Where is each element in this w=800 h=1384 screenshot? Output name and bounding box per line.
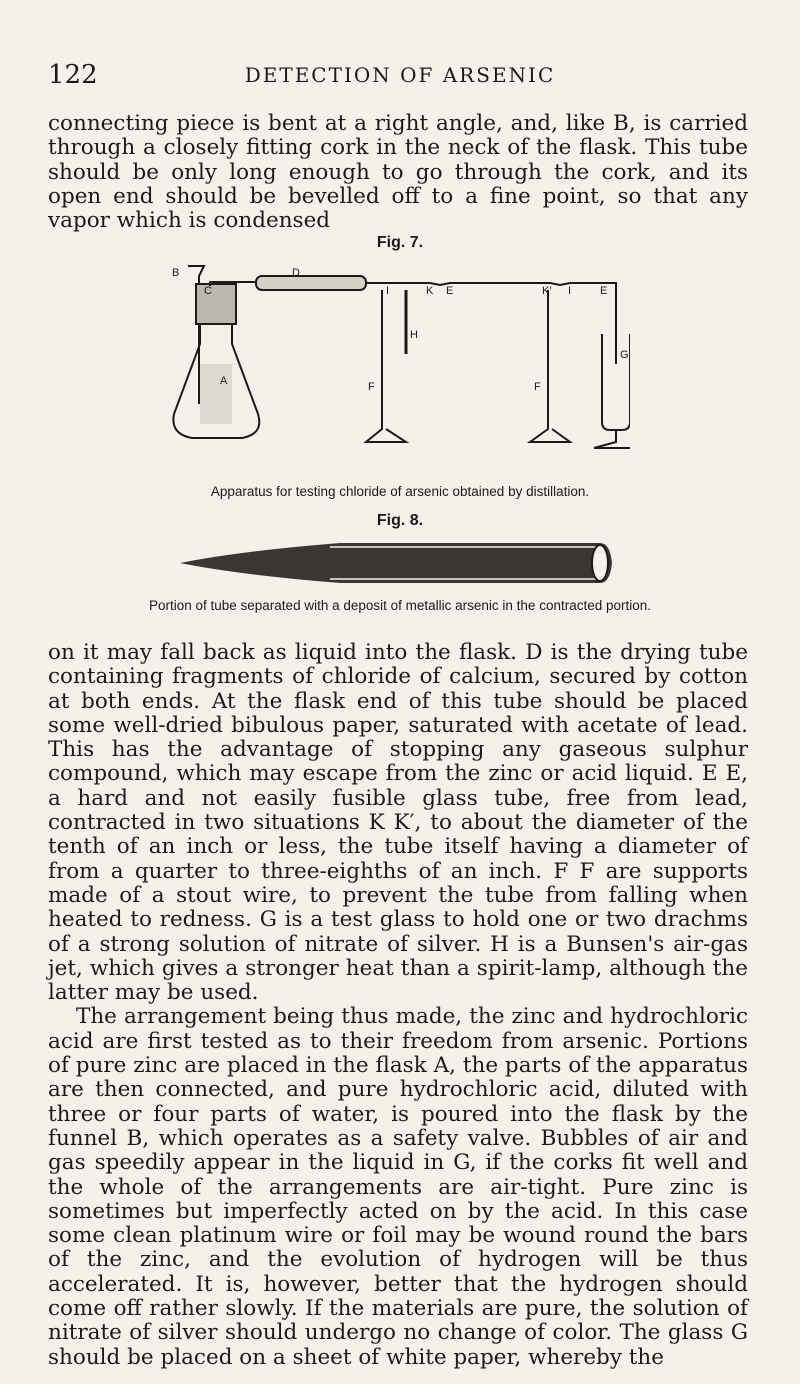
body-text — [48, 641, 748, 1370]
test-glass-foot — [594, 430, 630, 448]
page-header — [48, 60, 752, 90]
support-f1 — [366, 290, 406, 442]
label-h: H — [410, 329, 418, 341]
figure-7-apparatus-diagram — [170, 254, 630, 484]
label-f1: F — [368, 381, 375, 393]
tube-end — [592, 545, 608, 581]
label-d: D — [292, 267, 300, 279]
figure-7-title: Fig. 7. — [376, 234, 424, 251]
label-i2: I — [568, 285, 572, 297]
arsenic-deposit — [180, 543, 612, 583]
flask-liquid — [200, 364, 232, 424]
support-f2 — [530, 290, 570, 442]
paragraph-3: The arrangement being thus made, the zinc and hydrochloric acid are first tested as to their freedom from arsenic. Portions of pure zinc are placed in the flask A, the parts of the apparatus are then connected, and pure hydrochloric acid, diluted with three or four parts of water, is poured into the flask by the funnel B, which operates as a safety valve. Bubbles of air and gas speedily appear in the liquid in G, if the corks fit well and the whole of the arrangements are air-tight. Pure zinc is sometimes but imperfectly acted on by the acid. In this case some clean platinum wire or foil may be wound round the bars of the zinc, and the evolution of hydrogen will be thus accelerated. It is, however, better that the hydrogen should come off rather slowly. If the materials are pure, the solution of nitrate of silver should undergo no change of color. The glass G should be placed on a sheet of white paper, whereby the — [48, 1004, 748, 1370]
label-i1: I — [386, 285, 390, 297]
label-f2: F — [534, 381, 541, 393]
page-number: 122 — [48, 60, 98, 90]
label-g: G — [620, 349, 629, 361]
label-c: C — [204, 285, 212, 297]
label-e1: E — [446, 285, 454, 297]
paragraph-1: connecting piece is bent at a right angle, and, like B, is carried through a closely fitting cork in the neck of the flask. This tube should be only long enough to go through the cork, and its open end should be bevelled off to a fine point, so that any vapor which is condensed — [48, 111, 748, 234]
tube-e-shape — [366, 283, 616, 364]
paragraph-2: on it may fall back as liquid into the flask. D is the drying tube containing fragments of chloride of calcium, secured by cotton at both ends. At the flask end of this tube should be placed some well-dried bibulous paper, saturated with acetate of lead. This has the advantage of stopping any gaseous sulphur compound, which may escape from the zinc or acid liquid. E E, a hard and not easily fusible glass tube, free from lead, contracted in two situations K K′, to about the diameter of the tenth of an inch or less, the tube itself having a diameter of from a quarter to three-eighths of an inch. F F are supports made of a stout wire, to prevent the tube from falling when heated to redness. G is a test glass to hold one or two drachms of a strong solution of nitrate of silver. H is a Bunsen's air-gas jet, which gives a stronger heat than a spirit-lamp, although the latter may be used. — [48, 640, 748, 1006]
label-b: B — [172, 267, 180, 279]
label-k2: K′ — [542, 285, 552, 297]
label-a: A — [220, 375, 228, 387]
figure-8-title: Fig. 8. — [376, 512, 424, 529]
flask-cork — [196, 284, 236, 324]
label-e2: E — [600, 285, 608, 297]
figure-7-caption: Apparatus for testing chloride of arsenic obtained by distillation. — [210, 484, 590, 499]
label-k: K — [426, 285, 434, 297]
figure-8-caption: Portion of tube separated with a deposit of metallic arsenic in the contracted portion. — [148, 598, 652, 613]
drying-tube-d — [256, 276, 366, 290]
running-title: DETECTION OF ARSENIC — [244, 63, 556, 87]
figure-8-tube-diagram — [180, 535, 620, 591]
